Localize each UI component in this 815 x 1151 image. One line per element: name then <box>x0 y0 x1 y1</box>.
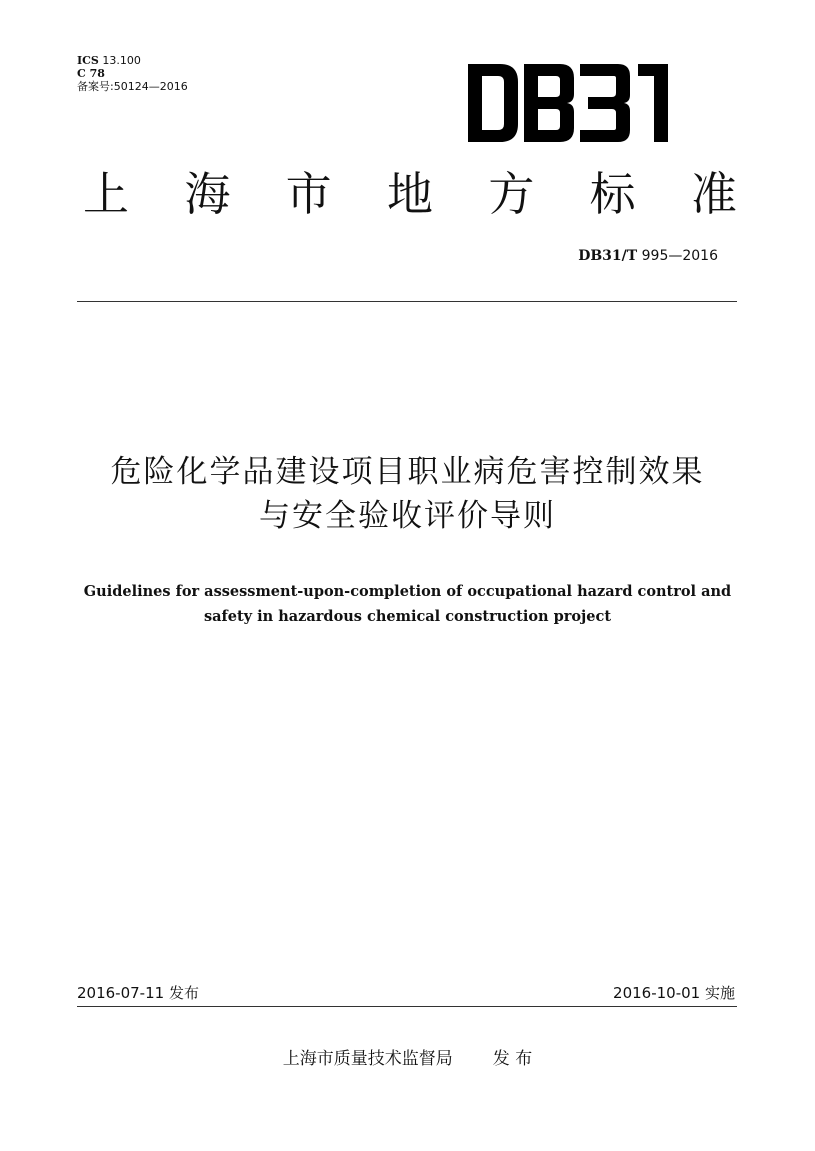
english-title <box>0 579 815 629</box>
ics-label: ICS <box>77 54 99 67</box>
standard-number <box>578 246 718 266</box>
ics-value: 13.100 <box>102 54 141 67</box>
standard-type-char: 地 <box>386 167 433 221</box>
english-title-line-1: Guidelines for assessment-upon-completion of occupational hazard control and <box>83 583 732 600</box>
chinese-title <box>0 450 815 538</box>
standard-number-value: 995—2016 <box>641 248 718 264</box>
issuer-action: 发 布 <box>492 1049 533 1069</box>
standard-metadata <box>77 54 188 93</box>
issuer-name: 上海市质量技术监督局 <box>282 1049 453 1069</box>
top-divider <box>77 301 737 302</box>
issue-date: 2016-07-11 发布 <box>77 984 199 1002</box>
english-title-line-2: safety in hazardous chemical construction project <box>203 608 612 625</box>
bottom-divider <box>77 1006 737 1007</box>
standard-type-heading <box>60 162 760 226</box>
db31-logo <box>468 64 693 142</box>
standard-type-char: 市 <box>285 167 332 221</box>
standard-number-prefix: DB31/T <box>578 248 638 264</box>
record-number: 备案号:50124—2016 <box>77 80 188 93</box>
implementation-date: 2016-10-01 实施 <box>613 984 735 1002</box>
chinese-title-line-1: 危险化学品建设项目职业病危害控制效果 <box>110 454 705 490</box>
standard-type-char: 上 <box>83 167 129 221</box>
issuing-authority <box>0 1047 815 1071</box>
standard-type-char: 准 <box>690 167 737 221</box>
standard-type-char: 标 <box>589 167 636 221</box>
chinese-title-line-2: 与安全验收评价导则 <box>259 498 556 534</box>
standard-type-char: 方 <box>488 167 535 221</box>
ics-line <box>77 54 188 67</box>
standard-type-char: 海 <box>184 167 231 221</box>
ccs-code: C 78 <box>77 67 105 80</box>
